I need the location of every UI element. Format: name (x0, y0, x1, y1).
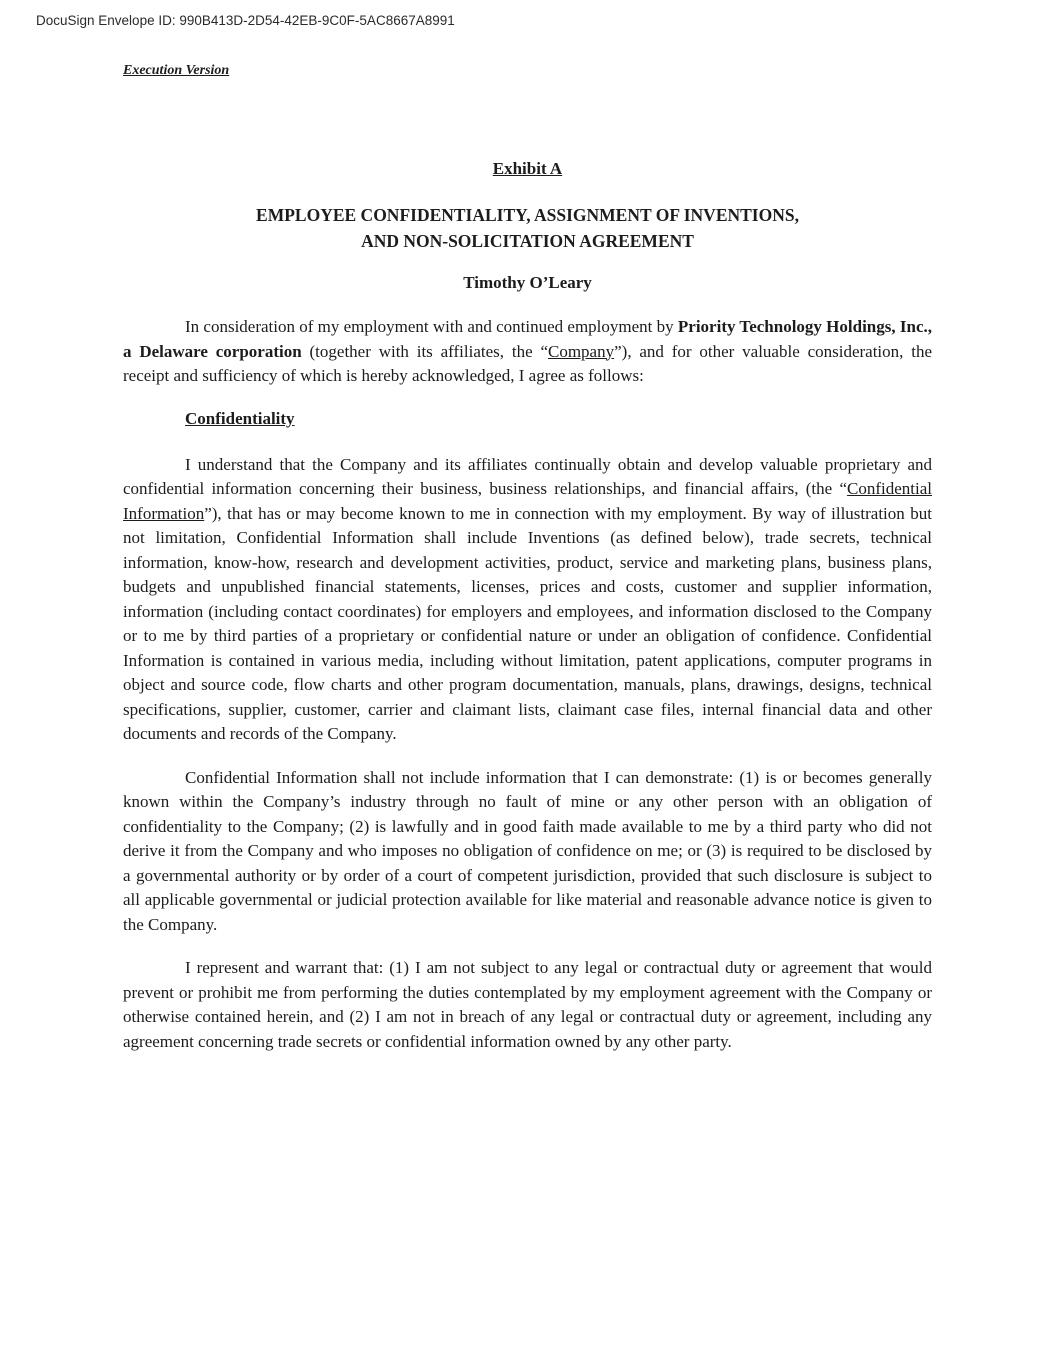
paragraph-confidentiality-1 (123, 453, 932, 747)
exhibit-heading-text: Exhibit A (492, 159, 563, 178)
paragraph-intro-seg1: In consideration of my employment with and continued employment by (185, 317, 678, 336)
paragraph-intro-seg5: ”), and for other valuable consideration, the receipt and sufficiency of which is hereby acknowledged, I agree as follows: (123, 341, 932, 385)
exhibit-heading (123, 158, 932, 179)
paragraph-confidentiality-2: Confidential Information shall not include information that I can demonstrate: (1) is or becomes generally known within the Company’s industry through no fault of mine or any other person with an obligation of confidentiality to the Company; (2) is lawfully and in good faith made available to me by a third party who did not derive it from the Company and who imposes no obligation of confidence on me; or (3) is required to be disclosed by a governmental authority or by order of a court of competent jurisdiction, provided that such disclosure is subject to all applicable governmental or judicial protection available for like material and reasonable advance notice is given to the Company. (123, 767, 932, 934)
paragraph-intro (123, 315, 932, 389)
employee-name: Timothy O’Leary (463, 273, 592, 292)
execution-version-label: Execution Version (123, 63, 230, 78)
paragraph-intro-company-term: Company (548, 341, 615, 361)
paragraph-intro-seg3: (together with its affiliates, the “ (301, 341, 548, 361)
document-title (123, 203, 932, 254)
paragraph-confidentiality-1-seg1: I understand that the Company and its affiliates continually obtain and develop valuable proprietary and confidential information concerning their business, business relationships, and financial affairs, (the “ (123, 454, 932, 498)
confidential-information-term: Confidential Information (123, 479, 932, 523)
document-content (123, 0, 932, 1054)
paragraph-intro-company-bold: Priority Technology Holdings, Inc., a Delaware corporation (123, 317, 932, 361)
document-title-line1: EMPLOYEE CONFIDENTIALITY, ASSIGNMENT OF INVENTIONS, (256, 205, 799, 225)
docusign-envelope-id: DocuSign Envelope ID: 990B413D-2D54-42EB-9C0F-5AC8667A8991 (36, 13, 455, 28)
section-heading-confidentiality: Confidentiality (185, 408, 295, 428)
paragraph-confidentiality-1-seg3: ”), that has or may become known to me in connection with my employment. By way of illustration but not limitation, Confidential Information shall include Inventions (as defined below), trade secrets, technical information, know-how, research and development activities, product, service and marketing plans, business plans, budgets and unpublished financial statements, licenses, prices and costs, customer and supplier information, information (including contact coordinates) for employers and employees, and information disclosed to the Company or to me by third parties of a proprietary or confidential nature or under an obligation of confidence. Confidential Information is contained in various media, including without limitation, patent applications, computer programs in object and source code, flow charts and other program documentation, manuals, plans, drawings, designs, technical specifications, supplier, customer, carrier and claimant lists, claimant case files, internal financial data and other documents and records of the Company. (123, 503, 932, 743)
paragraph-represent-warrant: I represent and warrant that: (1) I am not subject to any legal or contractual duty or agreement that would prevent or prohibit me from performing the duties contemplated by my employment agreement with the Company or otherwise contained herein, and (2) I am not in breach of any legal or contractual duty or agreement, including any agreement concerning trade secrets or confidential information owned by any other party. (123, 958, 932, 1051)
document-title-line2: AND NON-SOLICITATION AGREEMENT (361, 230, 694, 251)
